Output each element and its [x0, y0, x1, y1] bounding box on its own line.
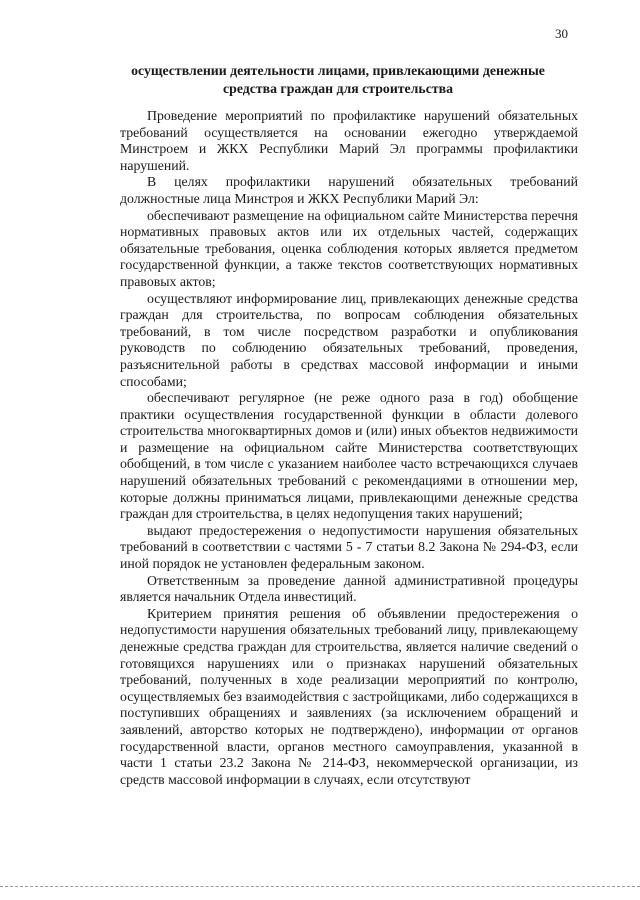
page-number: 30 — [555, 26, 568, 41]
paragraph-prevention-program: Проведение мероприятий по профилактике нарушений обязательных требований осуществляется на основании ежегодно утверждаемой Минстроем и ЖКХ Республики Марий Эл программы профилактики нарушений. — [120, 108, 578, 173]
heading-line-2: средства граждан для строительства — [223, 81, 453, 96]
paragraph-issue-warnings: выдают предостережения о недопустимости нарушения обязательных требований в соответствии с частями 5 - 7 статьи 8.2 Закона № 294-ФЗ, если иной порядок не установлен федеральным законом. — [120, 522, 578, 572]
paragraph-generalize-practice: обеспечивают регулярное (не реже одного раза в год) обобщение практики осуществления государственной функции в области долевого строительства многоквартирных домов и (или) иных объектов недвижимости и размещение на официальном сайте Министерства соответствующих обобщений, в том числе с указанием наиболее часто встречающихся случаев нарушений обязательных требований с рекомендациями в отношении мер, которые должны приниматься лицами, привлекающими денежные средства граждан для строительства, в целях недопущения таких нарушений; — [120, 390, 578, 522]
paragraph-publish-acts: обеспечивают размещение на официальном сайте Министерства перечня нормативных правовых актов или их отдельных частей, содержащих обязательные требования, оценка соблюдения которых является предметом государственной функции, а также текстов соответствующих нормативных правовых актов; — [120, 207, 578, 289]
section-heading — [100, 62, 576, 98]
document-body — [120, 108, 578, 788]
scan-edge-line — [0, 886, 640, 888]
paragraph-decision-criterion: Критерием принятия решения об объявлении предостережения о недопустимости нарушения обязательных требований лицу, привлекающему денежные средства граждан для строительства, является наличие сведений о готовящихся нарушениях или о признаках нарушений обязательных требований, полученных в ходе реализации мероприятий по контролю, осуществляемых без взаимодействия с застройщиками, либо содержащихся в поступивших обращениях и заявлениях (за исключением обращений и заявлений, авторство которых не подтверждено), информации от органов государственной власти, органов местного самоуправления, указанной в части 1 статьи 23.2 Закона № 214-ФЗ, некоммерческой организации, из средств массовой информации в случаях, если отсутствуют — [120, 605, 578, 787]
paragraph-inform-persons: осуществляют информирование лиц, привлекающих денежные средства граждан для строительства, по вопросам соблюдения обязательных требований, в том числе посредством разработки и опубликования руководств по соблюдению обязательных требований, проведения, разъяснительной работы в средствах массовой информации и иными способами; — [120, 290, 578, 389]
paragraph-responsible-person: Ответственным за проведение данной административной процедуры является начальник Отдела инвестиций. — [120, 572, 578, 605]
heading-line-1: осуществлении деятельности лицами, привлекающими денежные — [131, 63, 545, 78]
paragraph-prevention-intro: В целях профилактики нарушений обязательных требований должностные лица Минстроя и ЖКХ Республики Марий Эл: — [120, 174, 578, 206]
